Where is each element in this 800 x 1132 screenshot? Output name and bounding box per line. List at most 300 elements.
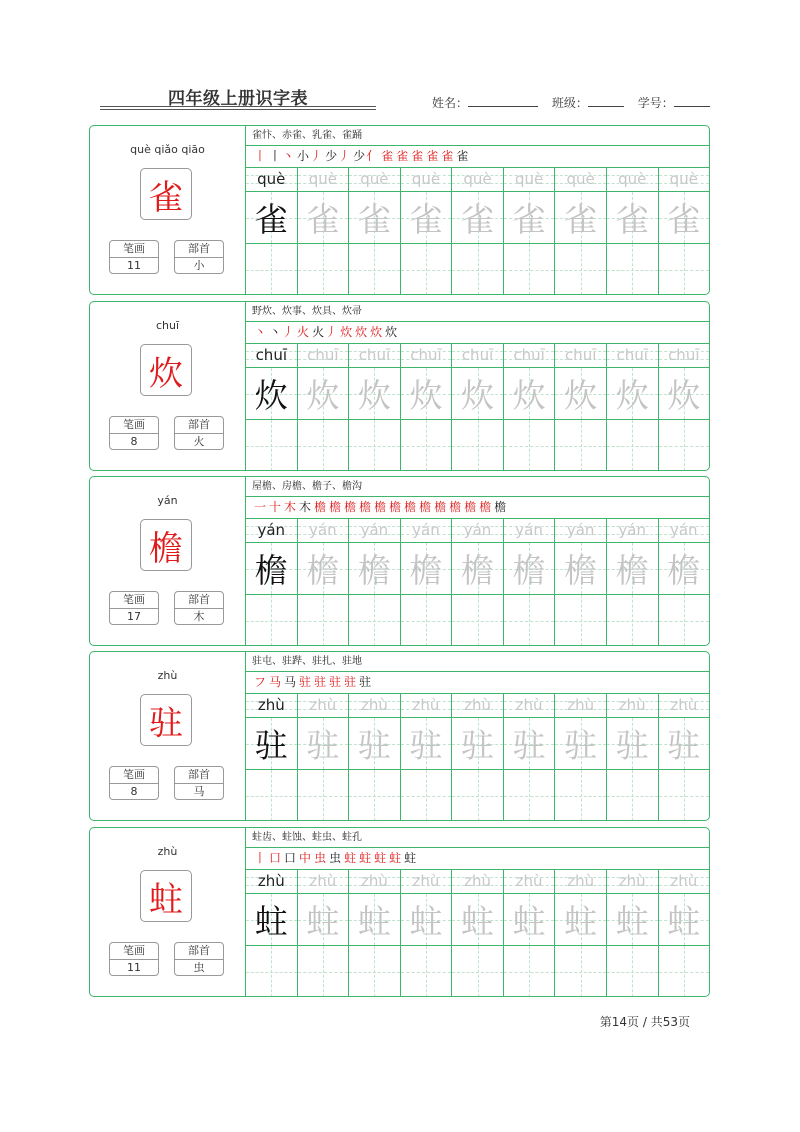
blank-practice-cell[interactable] (555, 946, 607, 997)
practice-character: 炊 (409, 376, 443, 415)
practice-character: 雀 (409, 200, 443, 239)
blank-practice-cell[interactable] (607, 244, 659, 295)
character-info-panel (90, 652, 246, 820)
blank-practice-cell[interactable] (452, 770, 504, 821)
blank-practice-cell[interactable] (504, 946, 556, 997)
stroke-step-highlight: 十 (269, 500, 283, 514)
pinyin-cell[interactable] (298, 869, 350, 893)
stroke-step-base: 蛀 (404, 851, 418, 865)
stroke-step-highlight: 丿 (282, 325, 296, 339)
pinyin-text: zhù (464, 872, 491, 890)
stroke-step (299, 671, 312, 693)
practice-character: 檐 (254, 551, 288, 590)
practice-cell[interactable] (555, 543, 607, 594)
stroke-step (404, 496, 417, 518)
stroke-count-label: 笔画 (110, 943, 158, 960)
pinyin-text: zhù (360, 872, 388, 890)
stroke-count-value: 8 (130, 785, 138, 798)
practice-cell[interactable] (555, 368, 607, 419)
pinyin-cell[interactable] (452, 343, 504, 367)
stroke-step-highlight: フ (254, 675, 268, 689)
practice-character: 驻 (461, 726, 495, 765)
pinyin-cell[interactable] (659, 343, 710, 367)
stroke-step-highlight: 檐 (479, 500, 493, 514)
practice-panel (246, 126, 709, 294)
pinyin-text: chuī (358, 346, 391, 364)
example-words: 驻屯、驻跸、驻扎、驻地 (246, 652, 709, 672)
title-underline (100, 106, 376, 107)
pinyin-cell[interactable] (504, 167, 556, 191)
stroke-count-label: 笔画 (110, 592, 158, 609)
pinyin-text: zhù (515, 872, 543, 890)
practice-character: 檐 (461, 551, 495, 590)
blank-practice-cell[interactable] (349, 770, 401, 821)
practice-cell[interactable] (659, 894, 710, 945)
stroke-step-highlight: 亻 (366, 149, 380, 163)
practice-character: 檐 (564, 551, 598, 590)
stroke-step (269, 671, 282, 693)
stroke-step-highlight: 雀 (381, 149, 395, 163)
pinyin-practice-row (246, 518, 709, 543)
pinyin-text: zhù (515, 696, 543, 714)
stroke-step (353, 145, 379, 167)
character-info-panel (90, 302, 246, 470)
practice-cell[interactable] (298, 718, 350, 769)
blank-practice-cell[interactable] (452, 420, 504, 471)
radical-label: 部首 (175, 592, 223, 609)
practice-cell[interactable] (607, 543, 659, 594)
stroke-step-highlight: 丿 (310, 149, 324, 163)
stroke-step-highlight: 蛀 (359, 851, 373, 865)
pinyin-text: chuī (513, 346, 545, 364)
main-character: 雀 (140, 168, 192, 220)
pinyin-cell[interactable] (452, 518, 504, 542)
stroke-step (297, 145, 323, 167)
blank-practice-cell[interactable] (607, 770, 659, 821)
practice-cell[interactable] (452, 894, 504, 945)
pinyin-cell[interactable] (659, 518, 710, 542)
radical-box (174, 766, 224, 800)
stroke-step-base: 火 (312, 325, 326, 339)
practice-cell[interactable] (555, 718, 607, 769)
stroke-step (359, 671, 372, 693)
blank-practice-cell[interactable] (452, 946, 504, 997)
pinyin-cell[interactable] (555, 343, 607, 367)
practice-cell[interactable] (555, 192, 607, 243)
stroke-step (269, 847, 282, 869)
blank-practice-cell[interactable] (452, 595, 504, 646)
practice-character: 驻 (667, 726, 701, 765)
pinyin-cell[interactable] (452, 869, 504, 893)
stroke-count-box (109, 766, 159, 800)
practice-cell[interactable] (452, 543, 504, 594)
pinyin-text: yán (257, 521, 286, 539)
pinyin-cell[interactable] (555, 869, 607, 893)
pinyin-readings: chuī (155, 319, 180, 332)
pinyin-cell[interactable] (452, 693, 504, 717)
stroke-count-value: 17 (127, 610, 141, 623)
stroke-step (370, 321, 383, 343)
pinyin-text: chuī (564, 346, 597, 364)
blank-practice-cell[interactable] (246, 770, 298, 821)
stroke-step-highlight: 丨 (254, 149, 268, 163)
page-title: 四年级上册识字表 (168, 89, 308, 109)
pinyin-cell[interactable] (659, 693, 710, 717)
stroke-step-highlight: 炊 (370, 325, 384, 339)
blank-practice-row (246, 595, 709, 646)
stroke-step-highlight: 丿 (325, 325, 339, 339)
blank-practice-cell[interactable] (246, 946, 298, 997)
stroke-step (396, 145, 409, 167)
pinyin-cell (246, 869, 298, 893)
stroke-step (325, 145, 351, 167)
blank-practice-row (246, 946, 709, 997)
practice-cell[interactable] (607, 894, 659, 945)
stroke-step-base: 雀 (456, 149, 470, 163)
stroke-step-base: 虫 (329, 851, 343, 865)
blank-practice-cell[interactable] (401, 244, 453, 295)
pinyin-practice-row (246, 869, 709, 894)
practice-character: 蛀 (667, 902, 701, 941)
pinyin-cell[interactable] (349, 518, 401, 542)
stroke-step-highlight: 檐 (344, 500, 358, 514)
stroke-step (329, 496, 342, 518)
main-character: 炊 (140, 344, 192, 396)
stroke-step-base: 炊 (385, 325, 399, 339)
practice-character: 檐 (667, 551, 701, 590)
pinyin-cell[interactable] (349, 869, 401, 893)
stroke-step (359, 847, 372, 869)
character-practice-row (246, 894, 709, 946)
pinyin-text: yán (309, 521, 337, 539)
blank-practice-cell[interactable] (504, 770, 556, 821)
blank-practice-cell[interactable] (555, 420, 607, 471)
stroke-count-label: 笔画 (110, 417, 158, 434)
practice-character: 檐 (512, 551, 546, 590)
blank-practice-cell[interactable] (607, 946, 659, 997)
practice-cell[interactable] (401, 192, 453, 243)
stroke-step-highlight: 丶 (254, 325, 268, 339)
blank-practice-cell[interactable] (246, 244, 298, 295)
character-practice-row (246, 192, 709, 244)
stroke-step (329, 671, 342, 693)
radical-value: 小 (193, 259, 205, 272)
practice-cell[interactable] (504, 543, 556, 594)
stroke-step (344, 847, 357, 869)
pinyin-text: què (360, 170, 389, 188)
blank-practice-cell[interactable] (659, 946, 710, 997)
pinyin-cell[interactable] (298, 343, 350, 367)
blank-practice-cell[interactable] (607, 420, 659, 471)
radical-label: 部首 (175, 943, 223, 960)
stroke-step-highlight: 檐 (329, 500, 343, 514)
main-character: 驻 (140, 694, 192, 746)
blank-practice-cell[interactable] (659, 595, 710, 646)
character-practice-row (246, 543, 709, 595)
pinyin-cell[interactable] (504, 869, 556, 893)
practice-cell[interactable] (504, 894, 556, 945)
practice-cell[interactable] (504, 718, 556, 769)
practice-cell[interactable] (349, 894, 401, 945)
pinyin-cell[interactable] (298, 167, 350, 191)
practice-cell[interactable] (401, 718, 453, 769)
practice-character: 檐 (615, 551, 649, 590)
stroke-step-base: 马 (284, 675, 298, 689)
practice-character: 蛀 (564, 902, 598, 941)
pinyin-cell[interactable] (401, 693, 453, 717)
blank-practice-cell[interactable] (401, 946, 453, 997)
title-underline-2 (100, 109, 376, 110)
character-card (89, 125, 710, 295)
practice-cell[interactable] (298, 894, 350, 945)
radical-label: 部首 (175, 417, 223, 434)
practice-character: 炊 (461, 376, 495, 415)
class-field[interactable] (588, 95, 624, 107)
pinyin-cell[interactable] (555, 518, 607, 542)
radical-box (174, 591, 224, 625)
blank-practice-cell[interactable] (246, 420, 298, 471)
practice-panel (246, 477, 709, 645)
blank-practice-cell[interactable] (401, 420, 453, 471)
practice-cell[interactable] (659, 543, 710, 594)
blank-practice-cell[interactable] (659, 770, 710, 821)
practice-cell[interactable] (607, 192, 659, 243)
practice-cell[interactable] (298, 543, 350, 594)
blank-practice-cell[interactable] (401, 595, 453, 646)
blank-practice-cell[interactable] (401, 770, 453, 821)
pinyin-cell[interactable] (401, 167, 453, 191)
stroke-step (254, 496, 267, 518)
stroke-step-base: 驻 (359, 675, 373, 689)
blank-practice-cell[interactable] (555, 770, 607, 821)
practice-cell[interactable] (659, 718, 710, 769)
blank-practice-cell[interactable] (349, 946, 401, 997)
pinyin-text: chuī (616, 346, 648, 364)
practice-panel (246, 302, 709, 470)
stroke-step (284, 671, 297, 693)
number-field[interactable] (674, 95, 710, 107)
practice-character: 雀 (357, 200, 391, 239)
pinyin-cell[interactable] (401, 343, 453, 367)
pinyin-text: chuī (461, 346, 494, 364)
stroke-step-highlight: 炊 (355, 325, 369, 339)
blank-practice-cell[interactable] (298, 244, 350, 295)
pinyin-cell[interactable] (555, 693, 607, 717)
stroke-step (355, 321, 368, 343)
example-words: 屋檐、房檐、檐子、檐沟 (246, 477, 709, 497)
practice-character: 炊 (615, 376, 649, 415)
blank-practice-cell[interactable] (298, 420, 350, 471)
blank-practice-cell[interactable] (349, 595, 401, 646)
practice-cell[interactable] (349, 368, 401, 419)
blank-practice-cell[interactable] (246, 595, 298, 646)
pinyin-cell[interactable] (298, 693, 350, 717)
pinyin-text: zhù (567, 696, 595, 714)
blank-practice-cell[interactable] (298, 770, 350, 821)
number-label: 学号： (637, 96, 674, 110)
pinyin-text: zhù (257, 872, 285, 890)
pinyin-cell[interactable] (607, 518, 659, 542)
stroke-count-label: 笔画 (110, 767, 158, 784)
pinyin-cell[interactable] (607, 693, 659, 717)
stroke-step (254, 321, 267, 343)
pinyin-cell[interactable] (504, 343, 556, 367)
practice-character: 雀 (461, 200, 495, 239)
blank-practice-cell[interactable] (504, 244, 556, 295)
practice-cell[interactable] (555, 894, 607, 945)
stroke-step (314, 671, 327, 693)
stroke-step (464, 496, 477, 518)
pinyin-text: zhù (257, 696, 285, 714)
pinyin-cell[interactable] (607, 869, 659, 893)
practice-cell[interactable] (452, 718, 504, 769)
pinyin-cell[interactable] (401, 518, 453, 542)
main-character: 蛀 (140, 870, 192, 922)
main-character: 檐 (140, 519, 192, 571)
pinyin-text: què (618, 170, 647, 188)
practice-cell[interactable] (349, 192, 401, 243)
stroke-order (246, 847, 709, 870)
pinyin-cell[interactable] (349, 343, 401, 367)
practice-character: 蛀 (254, 902, 288, 941)
practice-cell[interactable] (659, 368, 710, 419)
stroke-step-highlight: 雀 (396, 149, 410, 163)
practice-cell[interactable] (504, 192, 556, 243)
pinyin-cell[interactable] (298, 518, 350, 542)
practice-cell[interactable] (607, 718, 659, 769)
stroke-count-box (109, 240, 159, 274)
stroke-step (299, 496, 312, 518)
radical-box (174, 416, 224, 450)
practice-character: 檐 (357, 551, 391, 590)
blank-practice-cell[interactable] (555, 595, 607, 646)
character-practice-row (246, 718, 709, 770)
pinyin-cell[interactable] (349, 693, 401, 717)
pinyin-cell[interactable] (452, 167, 504, 191)
pinyin-cell[interactable] (555, 167, 607, 191)
pinyin-text: què (566, 170, 595, 188)
practice-cell[interactable] (401, 543, 453, 594)
stroke-step-highlight: 檐 (359, 500, 373, 514)
practice-cell[interactable] (607, 368, 659, 419)
practice-cell[interactable] (349, 543, 401, 594)
pinyin-cell[interactable] (607, 343, 659, 367)
blank-practice-cell[interactable] (555, 244, 607, 295)
practice-cell (246, 894, 298, 945)
stroke-step-highlight: 丶 (282, 149, 296, 163)
stroke-step (344, 496, 357, 518)
practice-character: 蛀 (409, 902, 443, 941)
practice-character: 炊 (512, 376, 546, 415)
stroke-step-highlight: 雀 (426, 149, 440, 163)
stroke-step (389, 496, 402, 518)
stroke-step (269, 321, 295, 343)
practice-cell[interactable] (349, 718, 401, 769)
blank-practice-cell[interactable] (298, 595, 350, 646)
stroke-step-base: 丶 (269, 325, 283, 339)
stroke-step-highlight: 丨 (254, 851, 268, 865)
practice-cell (246, 192, 298, 243)
blank-practice-cell[interactable] (349, 244, 401, 295)
practice-cell[interactable] (298, 368, 350, 419)
stroke-step-base: 小 (297, 149, 311, 163)
pinyin-cell[interactable] (659, 167, 710, 191)
practice-cell[interactable] (401, 894, 453, 945)
blank-practice-cell[interactable] (659, 420, 710, 471)
stroke-step (494, 496, 507, 518)
blank-practice-cell[interactable] (504, 595, 556, 646)
pinyin-text: yán (669, 521, 698, 539)
pinyin-cell[interactable] (401, 869, 453, 893)
practice-cell[interactable] (452, 192, 504, 243)
practice-character: 雀 (512, 200, 546, 239)
blank-practice-cell[interactable] (349, 420, 401, 471)
stroke-count-box (109, 942, 159, 976)
stroke-step-highlight: 中 (299, 851, 313, 865)
stroke-count-value: 11 (127, 259, 141, 272)
stroke-step (374, 847, 387, 869)
practice-cell[interactable] (504, 368, 556, 419)
pinyin-cell[interactable] (607, 167, 659, 191)
stroke-step-highlight: 檐 (419, 500, 433, 514)
practice-cell[interactable] (401, 368, 453, 419)
blank-practice-row (246, 244, 709, 295)
practice-character: 雀 (564, 200, 598, 239)
stroke-count-value: 8 (130, 435, 138, 448)
practice-character: 檐 (306, 551, 340, 590)
practice-character: 雀 (667, 200, 701, 239)
practice-cell[interactable] (298, 192, 350, 243)
pinyin-cell (246, 693, 298, 717)
practice-cell[interactable] (659, 192, 710, 243)
pinyin-text: què (514, 170, 544, 188)
practice-cell[interactable] (452, 368, 504, 419)
practice-character: 雀 (254, 200, 288, 239)
blank-practice-cell[interactable] (298, 946, 350, 997)
name-field[interactable] (468, 95, 538, 107)
stroke-step-highlight: 驻 (299, 675, 313, 689)
pinyin-text: zhù (618, 696, 646, 714)
student-info (432, 94, 710, 111)
stroke-step (284, 847, 297, 869)
practice-character: 驻 (409, 726, 443, 765)
pinyin-text: què (411, 170, 441, 188)
stroke-step-base: 少 (325, 149, 339, 163)
blank-practice-cell[interactable] (607, 595, 659, 646)
pinyin-text: chuī (668, 346, 700, 364)
practice-character: 驻 (615, 726, 649, 765)
radical-value: 马 (193, 785, 205, 798)
stroke-step-highlight: 檐 (404, 500, 418, 514)
stroke-step (404, 847, 417, 869)
stroke-step (299, 847, 312, 869)
stroke-order (246, 145, 709, 168)
stroke-step-highlight: 雀 (411, 149, 425, 163)
pinyin-cell (246, 518, 298, 542)
pinyin-cell[interactable] (504, 693, 556, 717)
pinyin-cell[interactable] (659, 869, 710, 893)
pinyin-cell[interactable] (504, 518, 556, 542)
pinyin-cell[interactable] (349, 167, 401, 191)
blank-practice-cell[interactable] (452, 244, 504, 295)
character-card (89, 827, 710, 997)
blank-practice-cell[interactable] (659, 244, 710, 295)
page-number: 第14页 / 共53页 (599, 1015, 690, 1029)
blank-practice-cell[interactable] (504, 420, 556, 471)
example-words: 雀忭、赤雀、乳雀、雀踊 (246, 126, 709, 146)
stroke-step (419, 496, 432, 518)
pinyin-text: yán (618, 521, 646, 539)
